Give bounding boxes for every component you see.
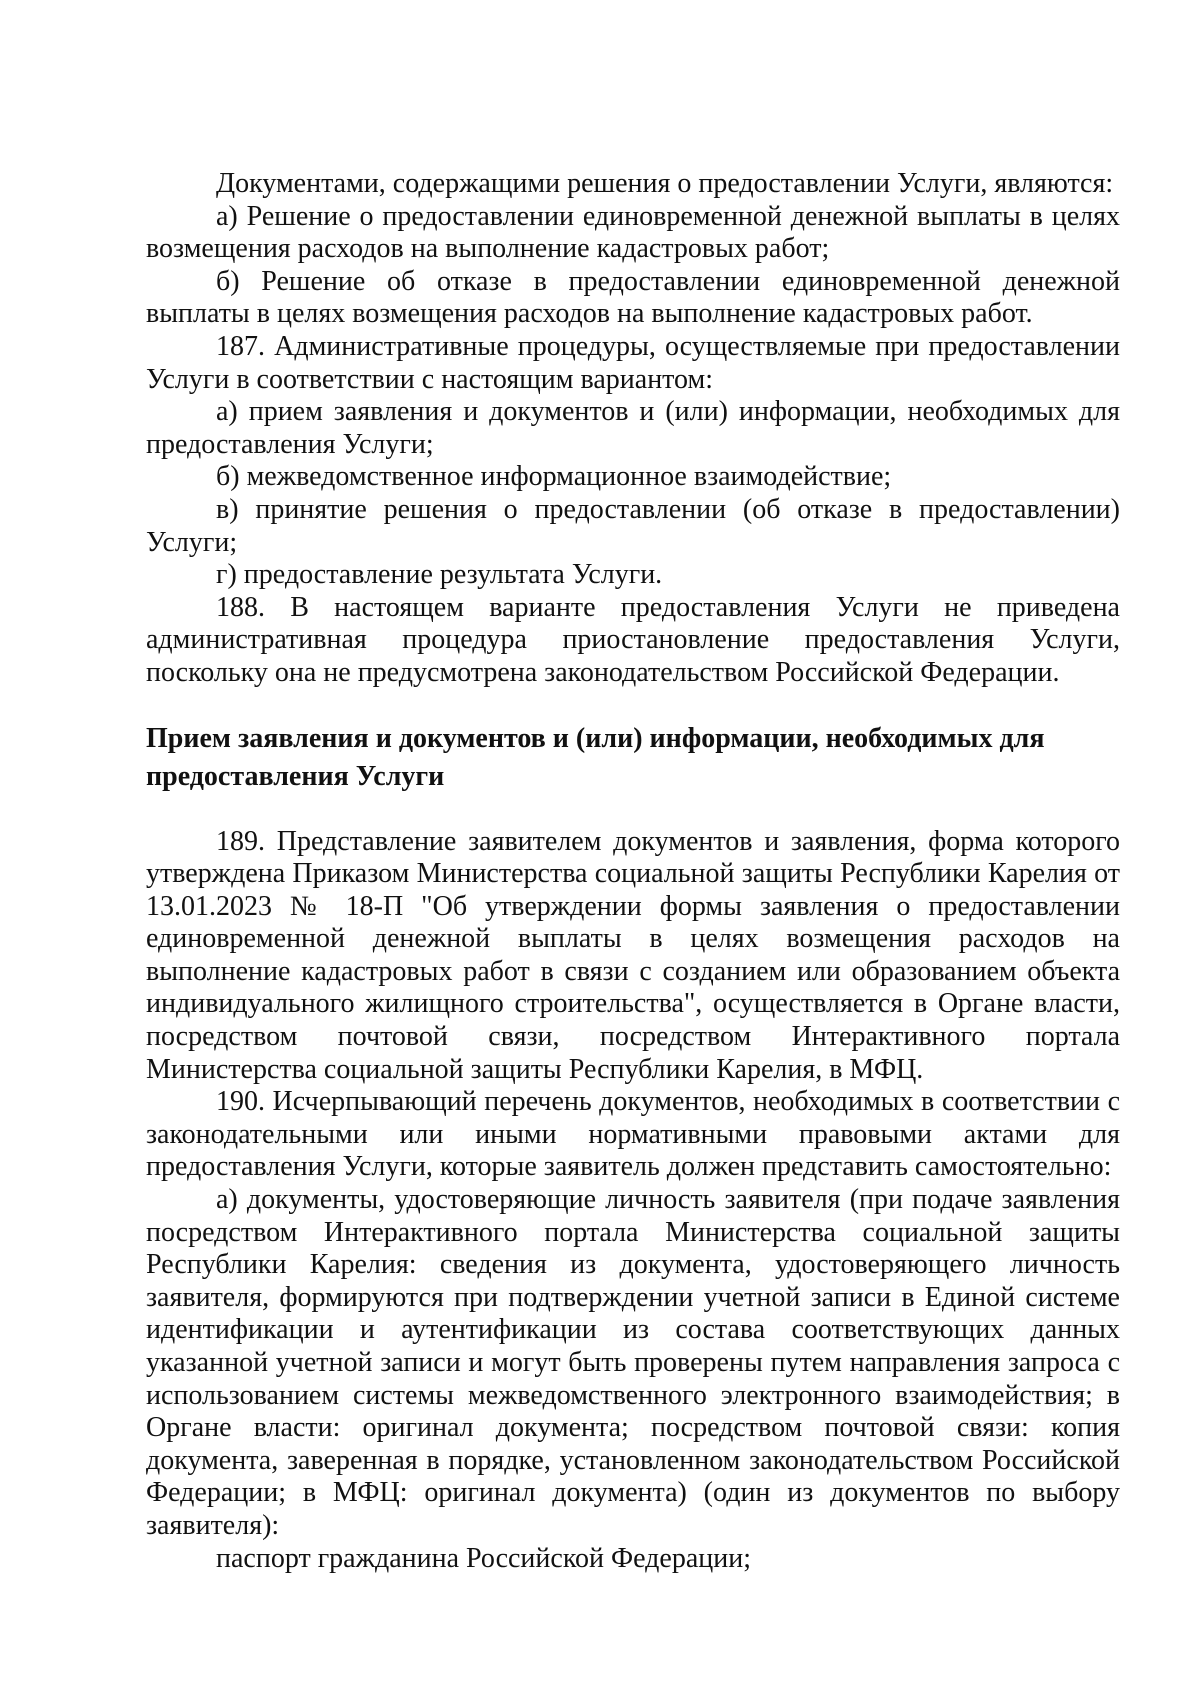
paragraph-187: 187. Административные процедуры, осуществляемые при предоставлении Услуги в соответствии с настоящим вариантом: [146, 330, 1120, 395]
paragraph-190-item-a: а) документы, удостоверяющие личность заявителя (при подаче заявления посредством Интерактивного портала Министерства социальной защиты Республики Карелия: сведения из документа, удостоверяющего личность заявителя, формируются при подтверждении учетной записи в Единой системе идентификации и аутентификации из состава соответствующих данных указанной учетной записи и могут быть проверены путем направления запроса с использованием системы межведомственного электронного взаимодействия; в Органе власти: оригинал документа; посредством почтовой связи: копия документа, заверенная в порядке, установленном законодательством Российской Федерации; в МФЦ: оригинал документа) (один из документов по выбору заявителя): [146, 1184, 1120, 1541]
paragraph-187-item-v: в) принятие решения о предоставлении (об отказе в предоставлении) Услуги; [146, 493, 1120, 558]
document-page [146, 168, 1120, 1575]
paragraph-decision-documents: Документами, содержащими решения о предоставлении Услуги, являются: [216, 168, 1114, 199]
paragraph-passport: паспорт гражданина Российской Федерации; [216, 1542, 752, 1574]
paragraph-item-a-decision-grant: а) Решение о предоставлении единовременной денежной выплаты в целях возмещения расходов на выполнение кадастровых работ; [146, 200, 1120, 265]
paragraph-item-b-decision-refusal: б) Решение об отказе в предоставлении единовременной денежной выплаты в целях возмещения расходов на выполнение кадастровых работ. [146, 265, 1120, 330]
paragraph-187-item-g: г) предоставление результата Услуги. [216, 559, 663, 591]
paragraph-188: 188. В настоящем варианте предоставления Услуги не приведена административная процедура приостановление предоставления Услуги, поскольку она не предусмотрена законодательством Российской Федерации. [146, 591, 1120, 688]
paragraph-187-item-a: а) прием заявления и документов и (или) информации, необходимых для предоставления Услуги; [146, 396, 1120, 460]
section-heading [146, 720, 1120, 796]
section-heading-line-1: Прием заявления и документов и (или) информации, необходимых для [146, 722, 1045, 754]
paragraph-187-item-b: б) межведомственное информационное взаимодействие; [216, 461, 892, 493]
paragraph-189: 189. Представление заявителем документов и заявления, форма которого утверждена Приказом Министерства социальной защиты Республики Карелия от 13.01.2023 № 18-П "Об утверждении формы заявления о предоставлении единовременной денежной выплаты в целях возмещения расходов на выполнение кадастровых работ в связи с созданием или образованием объекта индивидуального жилищного строительства", осуществляется в Органе власти, посредством почтовой связи, посредством Интерактивного портала Министерства социальной защиты Республики Карелия, в МФЦ. [146, 825, 1120, 1085]
section-heading-line-2: предоставления Услуги [146, 760, 445, 792]
paragraph-190: 190. Исчерпывающий перечень документов, необходимых в соответствии с законодательными или иными нормативными правовыми актами для предоставления Услуги, которые заявитель должен представить самостоятельно: [146, 1086, 1120, 1183]
